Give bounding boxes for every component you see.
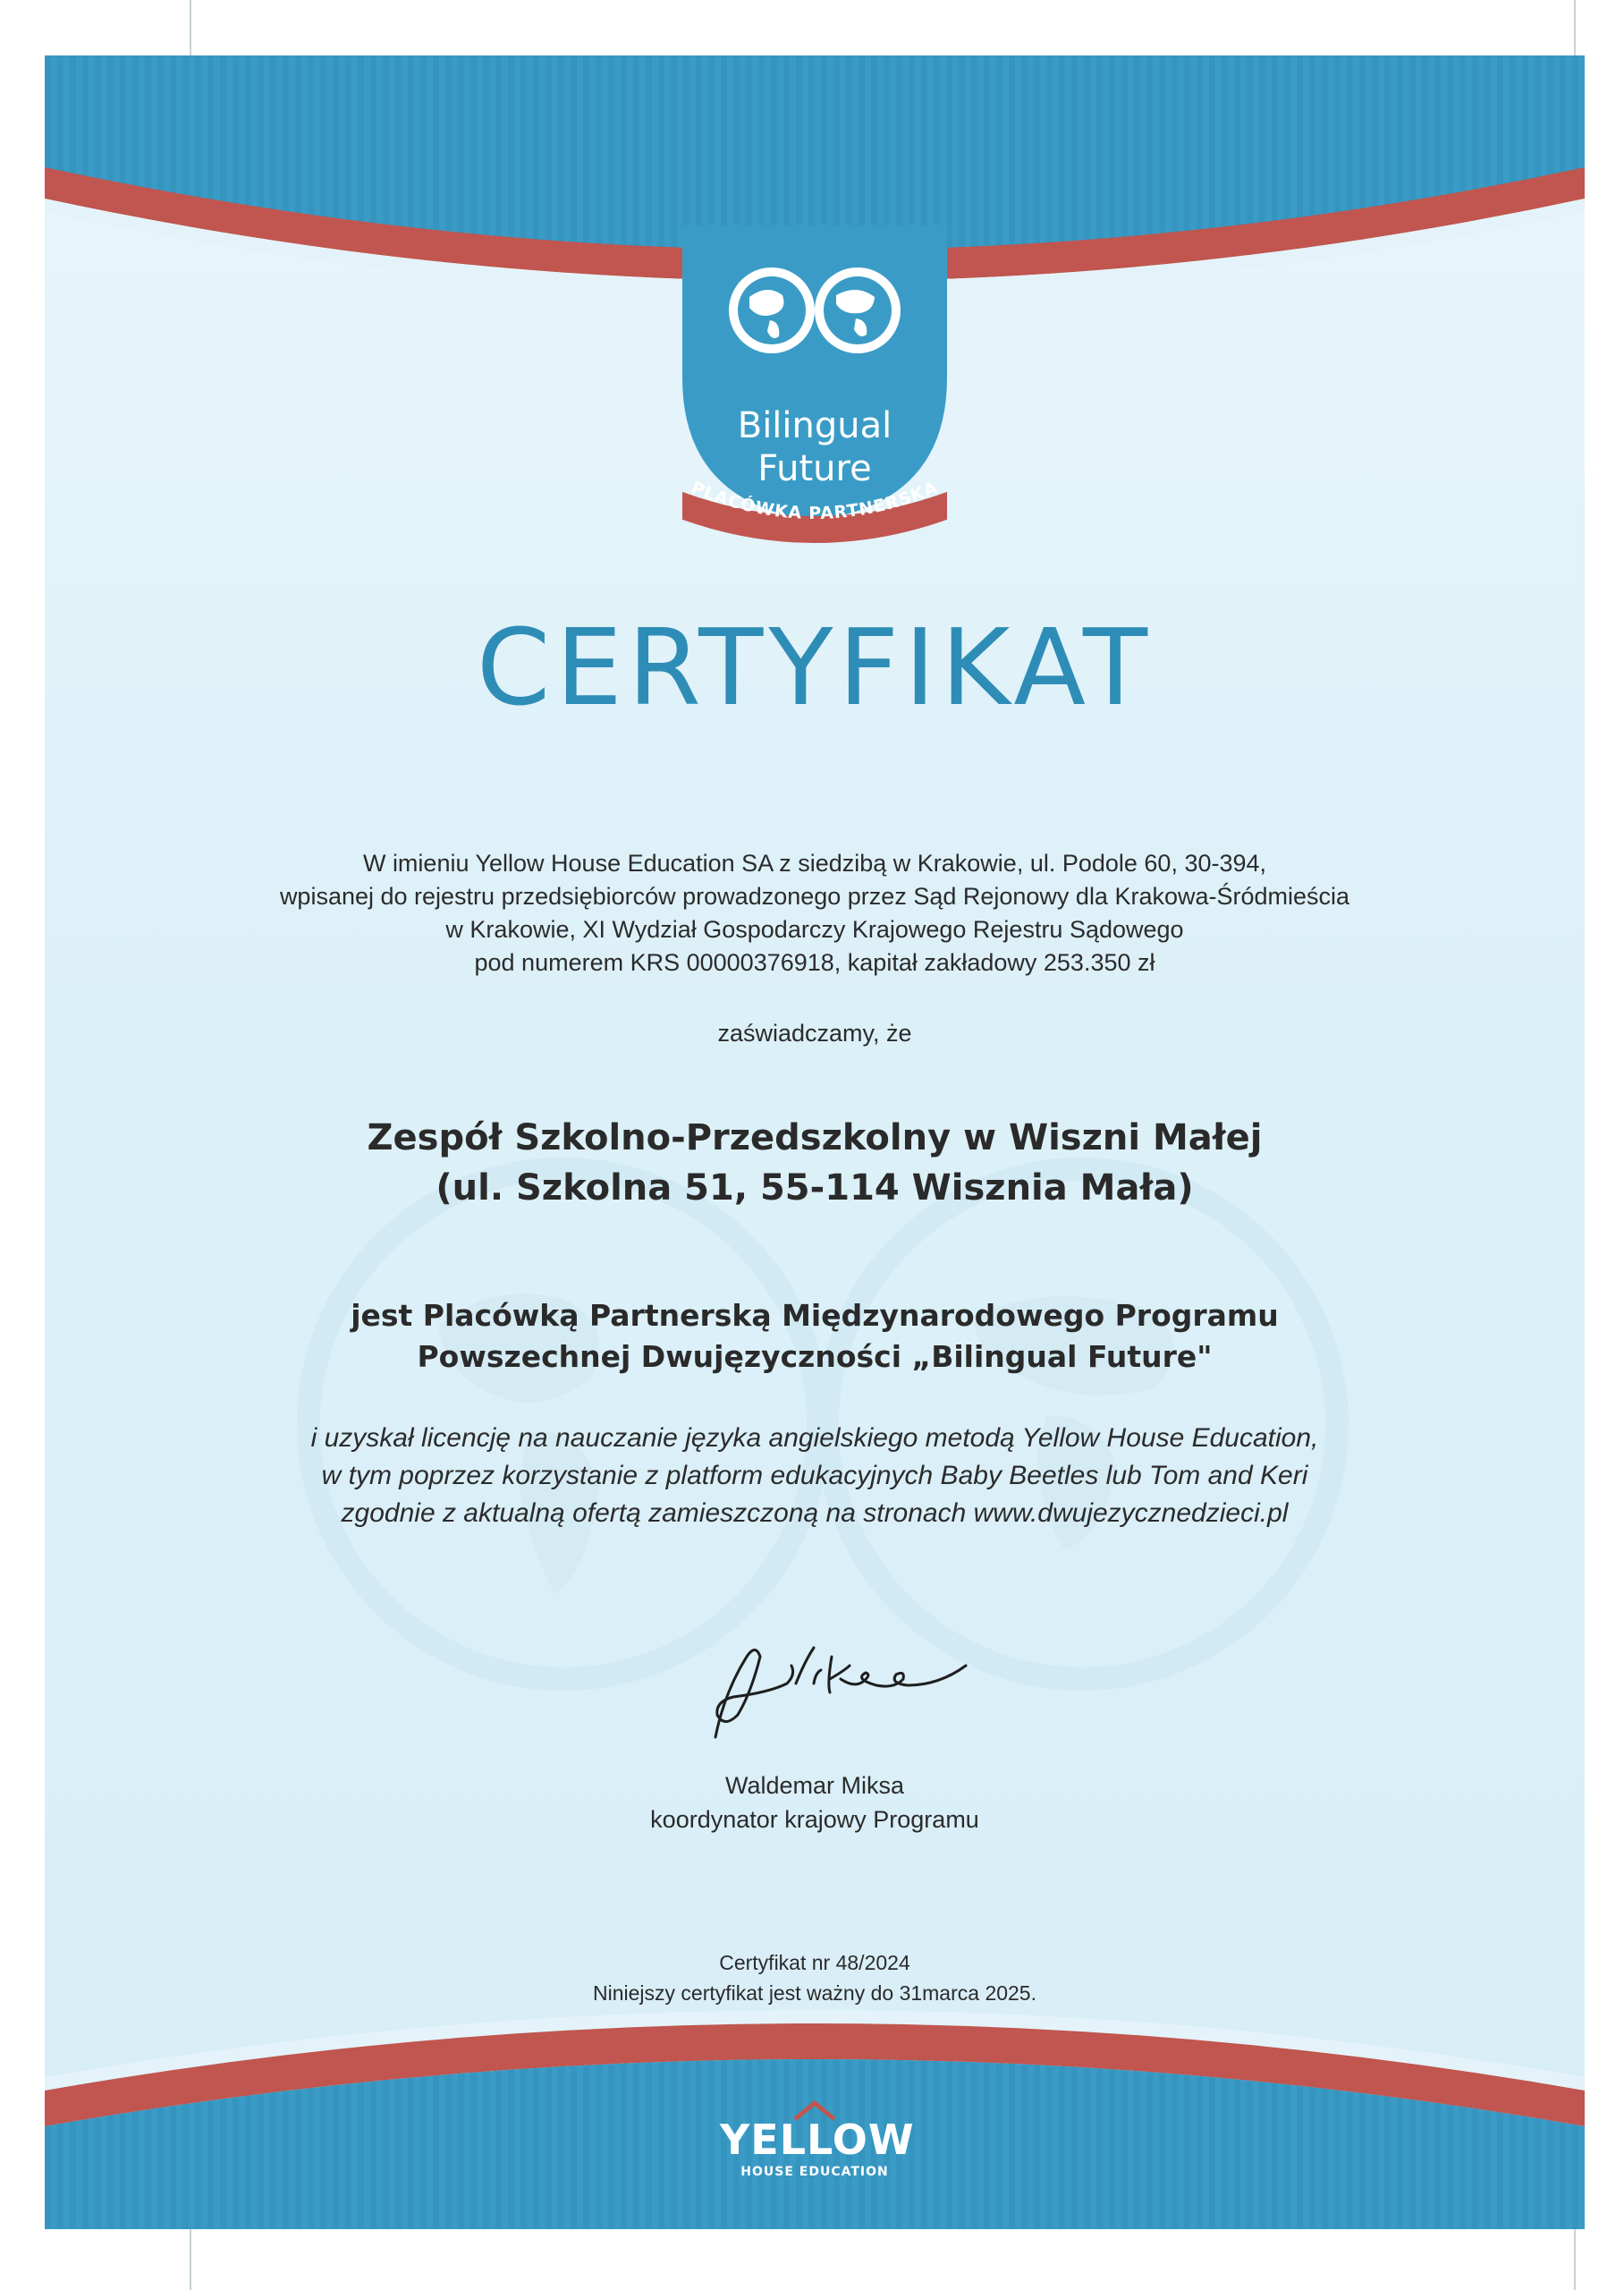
certificate-title: CERTYFIKAT xyxy=(476,606,1154,729)
certificate-details xyxy=(45,1947,1585,2008)
signatory-name: Waldemar Miksa xyxy=(724,1772,905,1799)
signatory-role: koordynator krajowy Programu xyxy=(650,1806,979,1833)
certificate-validity: Niniejszy certyfikat jest ważny do 31marca 2025. xyxy=(593,1981,1036,2005)
issuer-line: wpisanej do rejestru przedsiębiorców prowadzonego przez Sąd Rejonowy dla Krakowa-Śródmieścia xyxy=(279,883,1350,910)
attest-text: zaświadczamy, że xyxy=(717,1020,912,1047)
partner-line: Powszechnej Dwujęzyczności „Bilingual Future" xyxy=(417,1339,1213,1374)
certificate-number: Certyfikat nr 48/2024 xyxy=(719,1951,910,1974)
badge-line-2: Future xyxy=(757,448,872,489)
license-line: zgodnie z aktualną ofertą zamieszczoną na stronach www.dwujezycznedzieci.pl xyxy=(341,1498,1289,1528)
bilingual-future-badge xyxy=(682,225,947,547)
badge-line-1: Bilingual xyxy=(737,405,892,446)
school-name-line: Zespół Szkolno-Przedszkolny w Wiszni Małej xyxy=(367,1117,1263,1158)
school-address-line: (ul. Szkolna 51, 55-114 Wisznia Mała) xyxy=(436,1167,1194,1209)
issuer-line: w Krakowie, XI Wydział Gospodarczy Krajowego Rejestru Sądowego xyxy=(445,916,1184,943)
partner-line: jest Placówką Partnerską Międzynarodowego Programu xyxy=(351,1298,1279,1333)
license-line: i uzyskał licencję na nauczanie języka angielskiego metodą Yellow House Education, xyxy=(310,1423,1319,1453)
signatory xyxy=(45,1768,1585,1836)
issuer-line: W imieniu Yellow House Education SA z siedzibą w Krakowie, ul. Podole 60, 30-394, xyxy=(362,850,1267,877)
badge-ribbon-text xyxy=(636,456,994,564)
license-statement xyxy=(45,1420,1585,1532)
license-line: w tym poprzez korzystanie z platform edukacyjnych Baby Beetles lub Tom and Keri xyxy=(321,1461,1308,1490)
svg-text:PLACÓWKA PARTNERSKA xyxy=(689,478,941,523)
issuer-statement xyxy=(45,847,1585,980)
yellow-logo-subtitle: HOUSE EDUCATION xyxy=(740,2165,889,2179)
certificate xyxy=(45,55,1585,2229)
partner-statement xyxy=(45,1295,1585,1378)
yellow-house-logo xyxy=(720,2099,915,2180)
school-name xyxy=(45,1113,1585,1213)
handwritten-signature xyxy=(662,1630,984,1755)
badge-ribbon-label: PLACÓWKA PARTNERSKA xyxy=(688,478,942,524)
yellow-logo-word: YELLOW xyxy=(720,2116,915,2164)
issuer-line: pod numerem KRS 00000376918, kapitał zakładowy 253.350 zł xyxy=(474,949,1155,976)
